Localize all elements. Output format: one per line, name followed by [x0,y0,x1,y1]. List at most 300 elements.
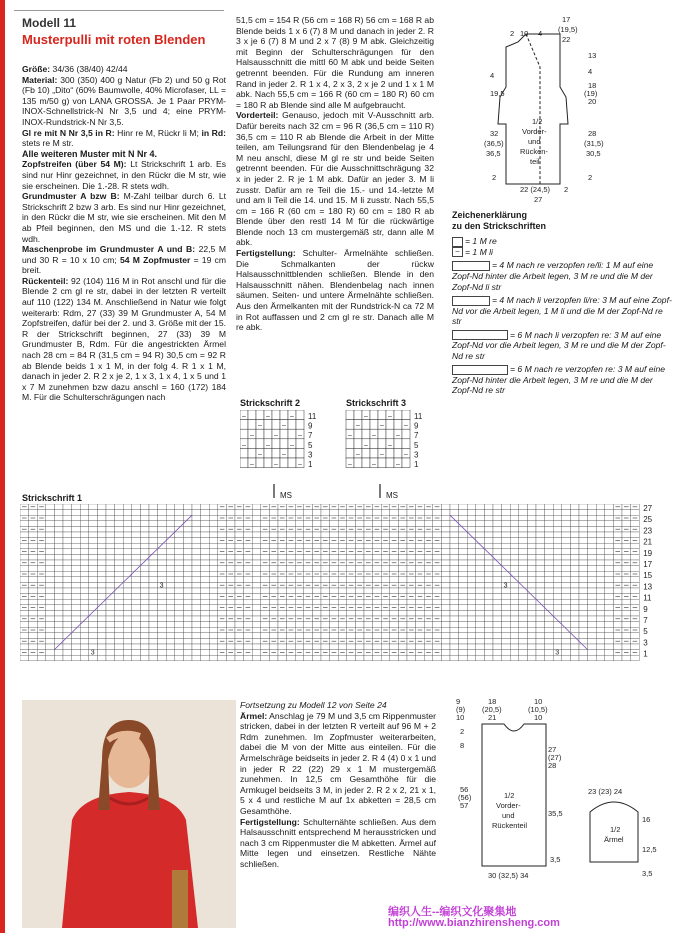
chart-cell [330,566,339,572]
chart-cell [123,588,132,594]
chart-cell [433,577,442,583]
chart-cell [416,622,425,628]
chart-cell [613,610,622,616]
chart-cell [149,594,158,600]
svg-text:20: 20 [588,97,597,106]
chart-cell [355,577,364,583]
purl-mark: – [250,432,254,440]
chart-cell [390,521,399,527]
chart-cell [132,633,141,639]
chart-cell [553,515,562,521]
chart-cell [240,448,248,458]
chart-cell [89,594,98,600]
chart-cell [622,554,631,560]
chart-cell [261,610,270,616]
chart-cell [545,549,554,555]
chart-cell [631,655,640,661]
chart-cell [80,538,89,544]
chart-cell [459,610,468,616]
chart-cell [562,504,571,510]
chart-cell [588,655,597,661]
chart-cell [450,588,459,594]
svg-text:10: 10 [534,697,543,706]
chart-cell [140,571,149,577]
chart-cell [596,582,605,588]
chart-cell [338,610,347,616]
chart-cell [46,560,55,566]
chart-cell [450,633,459,639]
svg-text:1/2: 1/2 [504,791,515,800]
row-number: 11 [643,593,652,603]
chart-cell [20,554,29,560]
chart-cell [536,549,545,555]
chart-cell [510,543,519,549]
chart-cell [416,633,425,639]
chart-cell [416,521,425,527]
chart-cell [588,582,597,588]
chart-cell [476,655,485,661]
chart-cell [588,566,597,572]
chart-cell [527,571,536,577]
chart-cell [424,610,433,616]
chart-cell [89,571,98,577]
chart-cell [20,521,29,527]
chart-cell [132,650,141,656]
chart-cell [553,538,562,544]
chart-cell [183,616,192,622]
chart-cell [527,638,536,644]
chart-cell [80,633,89,639]
chart-cell [354,439,362,449]
chart-cell [89,633,98,639]
chart-cell [502,515,511,521]
label-half: 1/2 [532,117,543,126]
chart-cell [166,515,175,521]
chart-cell [450,532,459,538]
chart-cell [536,588,545,594]
chart-cell [510,538,519,544]
chart-cell [46,526,55,532]
chart-cell [123,515,132,521]
chart-cell [46,538,55,544]
chart-cell [63,560,72,566]
chart-cell [209,566,218,572]
chart-cell [201,549,210,555]
chart-cell [132,554,141,560]
chart-cell [605,554,614,560]
chart-cell [80,577,89,583]
chart-cell [510,616,519,622]
svg-text:2: 2 [510,29,515,38]
chart-cell [407,521,416,527]
chart-cell [407,622,416,628]
chart-cell [248,410,256,420]
chart-cell [158,554,167,560]
chart-cell [252,622,261,628]
chart-cell [321,655,330,661]
chart-cell [264,429,272,439]
chart-cell [209,543,218,549]
chart-cell [46,588,55,594]
chart-cell [605,566,614,572]
chart-cell [570,638,579,644]
chart-cell [252,543,261,549]
chart-cell [72,526,81,532]
chart-cell [63,566,72,572]
chart-cell [115,588,124,594]
chart-cell [355,566,364,572]
chart-cell [330,588,339,594]
chart-cell [240,429,248,439]
chart-cell [536,622,545,628]
chart-cell [545,554,554,560]
chart-cell [158,644,167,650]
chart-cell [433,510,442,516]
chart-cell [175,644,184,650]
chart-cell [201,627,210,633]
chart-cell [394,439,402,449]
chart-cell [158,571,167,577]
chart-cell [244,577,253,583]
chart-cell [89,588,98,594]
chart-cell [97,594,106,600]
chart-cell [338,510,347,516]
chart-cell [46,622,55,628]
chart-cell [252,577,261,583]
chart-cell [545,510,554,516]
chart-cell [467,510,476,516]
cable-right-4-symbol [452,261,490,271]
chart-cell [441,510,450,516]
chart-cell [527,588,536,594]
chart-cell [441,655,450,661]
chart-cell [235,510,244,516]
chart-cell [209,549,218,555]
chart-cell [226,521,235,527]
chart-cell [183,627,192,633]
chart-cell [596,588,605,594]
chart-cell [450,538,459,544]
chart-cell [510,610,519,616]
chart-cell [29,588,38,594]
chart-cell [54,510,63,516]
chart-cell [46,599,55,605]
svg-text:21: 21 [488,713,497,722]
chart-cell [132,532,141,538]
chart-cell [296,448,304,458]
chart-cell [244,566,253,572]
chart-cell [476,526,485,532]
chart-cell [459,504,468,510]
chart-cell [132,510,141,516]
chart-cell [226,543,235,549]
chart-cell [476,554,485,560]
chart-cell [20,633,29,639]
chart-cell [304,577,313,583]
chart-cell [527,599,536,605]
chart-cell [527,532,536,538]
chart-cell [527,521,536,527]
chart-cell [269,554,278,560]
chart-cell [97,554,106,560]
svg-text:18: 18 [488,697,497,706]
chart-cell [613,554,622,560]
purl-mark: – [372,461,376,468]
chart-cell [115,644,124,650]
chart-cell [158,594,167,600]
chart-cell [149,650,158,656]
chart-cell [330,633,339,639]
purl-mark: – [250,461,254,468]
chart-cell [459,538,468,544]
chart-cell [605,532,614,538]
chart-cell [476,627,485,633]
chart-cell [132,627,141,633]
chart-cell [252,582,261,588]
chart-cell [226,532,235,538]
chart-cell [175,532,184,538]
chart-cell [209,526,218,532]
chart-cell [20,577,29,583]
chart-cell [106,627,115,633]
chart-cell [631,633,640,639]
chart-cell [89,504,98,510]
chart-cell [596,521,605,527]
chart-cell [287,554,296,560]
chart-cell [252,655,261,661]
chart-cell [370,439,378,449]
chart-cell [252,571,261,577]
purl-mark: – [298,432,302,440]
chart-cell [441,577,450,583]
chart-cell [519,622,528,628]
chart-cell [362,458,370,468]
chart-cell [235,622,244,628]
chart-cell [631,543,640,549]
chart-cell [476,560,485,566]
chart-cell [158,526,167,532]
chart-cell [158,538,167,544]
chart-cell [252,504,261,510]
chart-cell [536,521,545,527]
svg-text:3,5: 3,5 [642,869,653,878]
chart-cell [502,633,511,639]
chart-cell [579,627,588,633]
chart-cell [29,532,38,538]
chart-cell [80,510,89,516]
chart-cell [527,605,536,611]
chart-cell [622,599,631,605]
chart-cell [140,532,149,538]
instructions-column-3: Fortsetzung zu Modell 12 von Seite 24 Ärmel: Anschlag je 79 M und 3,5 cm Rippenmuster stricken, dabei in der letzten R verteilt auf 96 M + 2 Rdm zunehmen. Im Zopfmuster weiterarbeiten, dabei die M von der Mitte aus einteilen. Für die Ärmelschräge beidseits in jeder 2. R 4 (4) 0 x 1 und in jeder R 22 (22) 29 x 1 M mustergemäß zunehmen. In 12,5 cm Gesamthöhe für die Armkugel beidseits 3 M, in jeder 2. R 2 x 2, 21 x 1, 5 x 4 und restliche M auf 1x abketten = 28,5 cm Gesamthöhe. Fertigstellung: Schulternähte schließen. Aus dem Halsausschnitt entsprechend M herausstricken und nach 3 cm Rippenmuster die M abketten. Ärmel auf Mitte legen und einsetzen. Restliche Nähte schließen. [240,700,436,869]
chart-cell [605,515,614,521]
chart-cell [476,532,485,538]
chart-cell [605,599,614,605]
chart-cell [46,582,55,588]
chart-cell [106,616,115,622]
chart-cell [226,655,235,661]
chart-cell [183,577,192,583]
chart-cell [519,655,528,661]
row-number: 7 [643,616,648,626]
chart-cell [570,532,579,538]
chart-cell [261,554,270,560]
chart-cell [364,566,373,572]
chart-cell [158,638,167,644]
chart-cell [304,521,313,527]
purl-mark: – [290,413,294,420]
chart-cell [218,633,227,639]
chart-cell [201,588,210,594]
chart-cell [175,655,184,661]
chart-cell [588,588,597,594]
chart-cell [381,566,390,572]
chart-cell [321,622,330,628]
chart-cell [63,616,72,622]
chart-cell [149,616,158,622]
chart-cell [467,644,476,650]
chart-cell [54,543,63,549]
chart-cell [183,510,192,516]
chart-cell [149,622,158,628]
chart-cell [106,571,115,577]
chart-cell [218,577,227,583]
chart-cell [29,622,38,628]
chart-cell [218,510,227,516]
chart-cell [373,599,382,605]
chart-cell [378,439,386,449]
chart-cell [416,543,425,549]
chart-cell [201,638,210,644]
chart-cell [553,554,562,560]
chart-cell [484,532,493,538]
chart-cell [605,549,614,555]
chart-cell [510,532,519,538]
chart-cell [364,644,373,650]
chart-cell [248,439,256,449]
chart-cell [209,599,218,605]
chart-cell [46,650,55,656]
chart-cell [89,554,98,560]
chart-cell [579,616,588,622]
chart-cell [562,633,571,639]
chart-cell [132,582,141,588]
chart-cell [416,510,425,516]
chart-cell [484,582,493,588]
chart-cell [459,633,468,639]
chart-cell [476,538,485,544]
chart-cell [370,448,378,458]
footer-url[interactable]: http://www.bianzhirensheng.com [388,917,560,929]
chart-cell [553,566,562,572]
chart-cell [72,638,81,644]
chart-cell [467,521,476,527]
chart-cell [347,588,356,594]
chart-cell [106,638,115,644]
chart-cell [450,638,459,644]
chart-cell [149,526,158,532]
chart-cell [545,599,554,605]
guitar-neck [172,870,188,928]
chart-cell [20,510,29,516]
chart-cell [20,610,29,616]
chart-cell [613,633,622,639]
chart-cell [579,515,588,521]
chart-cell [158,599,167,605]
chart-cell [355,655,364,661]
chart-cell [89,566,98,572]
chart-cell [424,510,433,516]
chart-cell [407,588,416,594]
chart-cell [493,504,502,510]
chart-cell [622,521,631,527]
chart-cell [72,532,81,538]
chart-cell [80,549,89,555]
chart-cell [354,458,362,468]
chart-cell [166,633,175,639]
chart-cell [175,582,184,588]
chart-cell [295,543,304,549]
chart-cell [295,622,304,628]
svg-text:22 (24,5): 22 (24,5) [520,185,551,194]
chart-cell [46,510,55,516]
svg-text:(20,5): (20,5) [482,705,502,714]
chart-cell [527,549,536,555]
chart-cell [346,439,354,449]
chart-cell [545,538,554,544]
chart-cell [579,582,588,588]
chart-cell [502,554,511,560]
chart-cell [386,429,394,439]
svg-text:22: 22 [562,35,571,44]
chart-cell [89,560,98,566]
chart-cell [46,605,55,611]
chart-cell [354,429,362,439]
chart-cell [330,554,339,560]
chart-cell [355,599,364,605]
chart-cell [287,510,296,516]
chart-cell [72,594,81,600]
chart-cell [304,610,313,616]
chart-cell [209,610,218,616]
chart-cell [106,504,115,510]
chart-cell [20,566,29,572]
chart-cell [562,560,571,566]
chart-cell [140,610,149,616]
chart-cell [54,577,63,583]
chart-cell [450,526,459,532]
chart-cell [123,605,132,611]
chart-cell [37,566,46,572]
chart-cell [209,655,218,661]
chart-cell [484,510,493,516]
chart-cell [579,594,588,600]
chart-cell [562,526,571,532]
chart-cell [441,515,450,521]
svg-text:Rückenteil: Rückenteil [492,821,528,830]
chart-cell [424,655,433,661]
chart-cell [441,633,450,639]
svg-text:2: 2 [588,173,593,182]
chart-cell [252,554,261,560]
chart-cell [373,532,382,538]
chart-cell [527,610,536,616]
chart-cell [63,582,72,588]
chart-cell [312,521,321,527]
chart-cell [562,582,571,588]
chart-cell [132,526,141,532]
chart-cell [596,622,605,628]
